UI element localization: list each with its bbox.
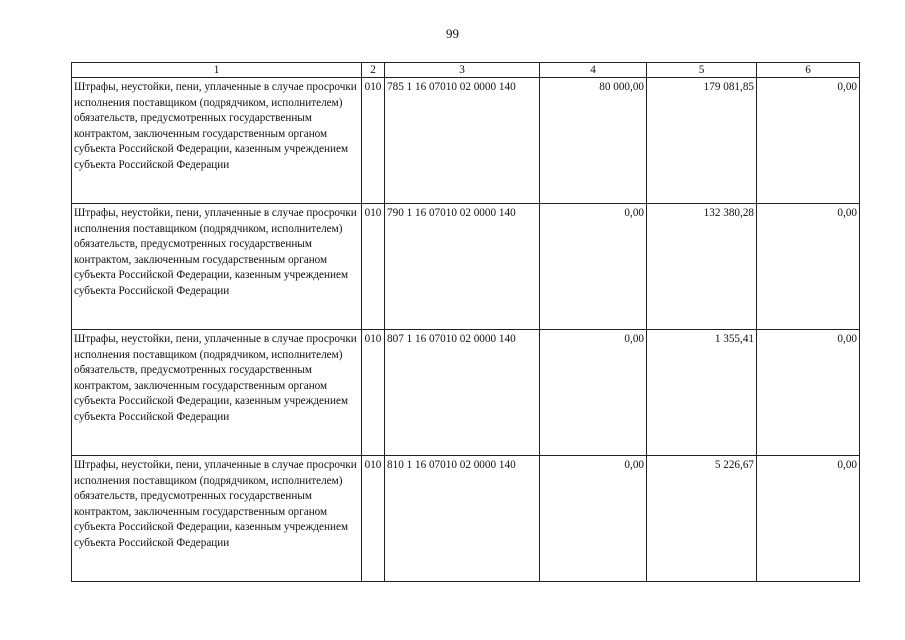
- row-name-cell: Штрафы, неустойки, пени, уплаченные в случае просрочки исполнения поставщиком (подрядчиком, исполнителем) обязательств, предусмотренных государственным контрактом, заключенным государственным органом субъекта Российской Федерации, казенным учреждением субъекта Российской Федерации: [72, 456, 362, 582]
- row-col6-cell: 0,00: [757, 78, 860, 204]
- row-col6-cell: 0,00: [757, 330, 860, 456]
- row-budget-code-cell: 810 1 16 07010 02 0000 140: [385, 456, 540, 582]
- report-table: [71, 62, 860, 582]
- page-number: 99: [446, 26, 459, 41]
- table-row: [72, 204, 860, 330]
- row-name-cell: Штрафы, неустойки, пени, уплаченные в случае просрочки исполнения поставщиком (подрядчиком, исполнителем) обязательств, предусмотренных государственным контрактом, заключенным государственным органом субъекта Российской Федерации, казенным учреждением субъекта Российской Федерации: [72, 330, 362, 456]
- row-col5-cell: 5 226,67: [647, 456, 757, 582]
- row-col5-cell: 1 355,41: [647, 330, 757, 456]
- row-name-cell: Штрафы, неустойки, пени, уплаченные в случае просрочки исполнения поставщиком (подрядчиком, исполнителем) обязательств, предусмотренных государственным контрактом, заключенным государственным органом субъекта Российской Федерации, казенным учреждением субъекта Российской Федерации: [72, 204, 362, 330]
- column-header-6: 6: [757, 63, 860, 78]
- row-col4-cell: 0,00: [540, 330, 647, 456]
- row-col4-cell: 0,00: [540, 456, 647, 582]
- table-row: [72, 456, 860, 582]
- header-row: [72, 63, 860, 78]
- row-col5-cell: 179 081,85: [647, 78, 757, 204]
- table-row: [72, 330, 860, 456]
- row-line-code-cell: 010: [362, 204, 385, 330]
- row-col4-cell: 0,00: [540, 204, 647, 330]
- row-col6-cell: 0,00: [757, 204, 860, 330]
- row-line-code-cell: 010: [362, 456, 385, 582]
- row-budget-code-cell: 807 1 16 07010 02 0000 140: [385, 330, 540, 456]
- column-header-1: 1: [72, 63, 362, 78]
- column-header-2: 2: [362, 63, 385, 78]
- row-name-cell: Штрафы, неустойки, пени, уплаченные в случае просрочки исполнения поставщиком (подрядчиком, исполнителем) обязательств, предусмотренных государственным контрактом, заключенным государственным органом субъекта Российской Федерации, казенным учреждением субъекта Российской Федерации: [72, 78, 362, 204]
- column-header-3: 3: [385, 63, 540, 78]
- row-budget-code-cell: 785 1 16 07010 02 0000 140: [385, 78, 540, 204]
- row-line-code-cell: 010: [362, 330, 385, 456]
- row-col4-cell: 80 000,00: [540, 78, 647, 204]
- column-header-5: 5: [647, 63, 757, 78]
- row-col5-cell: 132 380,28: [647, 204, 757, 330]
- row-col6-cell: 0,00: [757, 456, 860, 582]
- row-budget-code-cell: 790 1 16 07010 02 0000 140: [385, 204, 540, 330]
- column-header-4: 4: [540, 63, 647, 78]
- row-line-code-cell: 010: [362, 78, 385, 204]
- table-row: [72, 78, 860, 204]
